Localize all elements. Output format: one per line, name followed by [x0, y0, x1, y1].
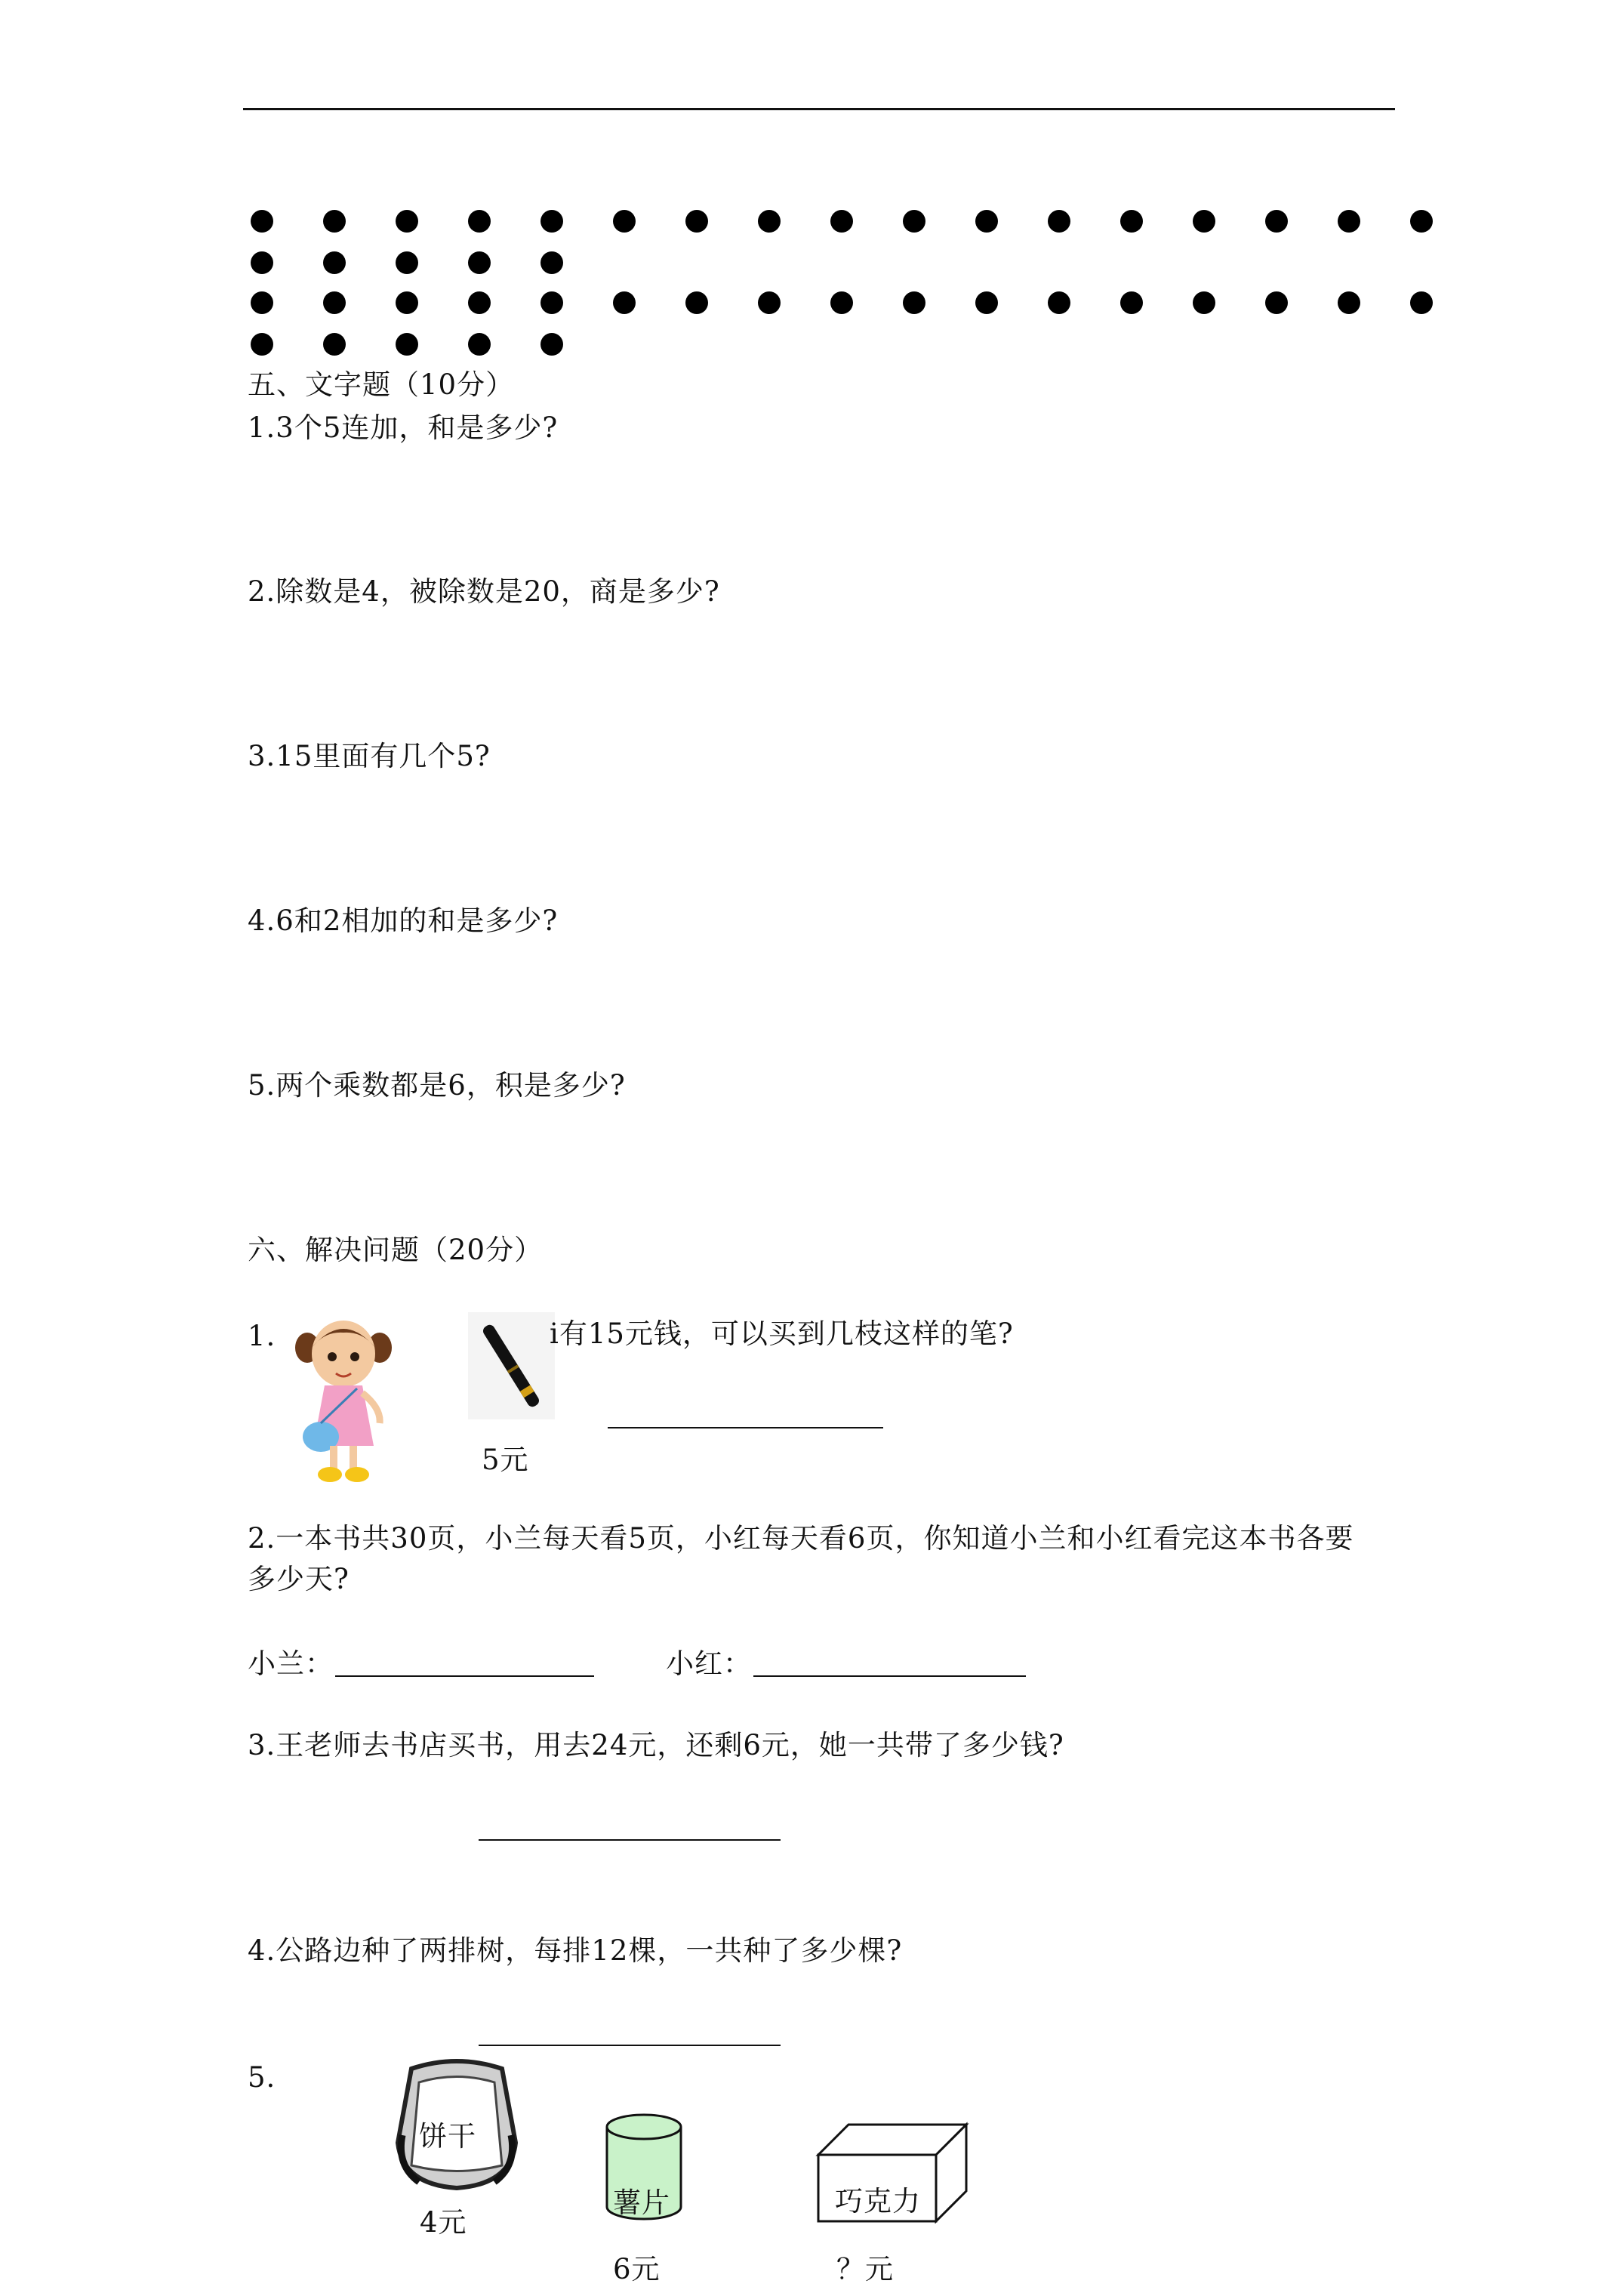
- q4-question: 4.公路边种了两排树，每排12棵，一共种了多少棵?: [248, 1934, 903, 1967]
- grid-dot: [975, 210, 998, 233]
- grid-dot: [540, 251, 563, 274]
- grid-dot: [323, 291, 346, 314]
- grid-dot: [1265, 291, 1288, 314]
- q5-item-chips-name: 薯片: [613, 2187, 670, 2219]
- grid-dot: [540, 333, 563, 356]
- grid-dot: [251, 251, 273, 274]
- girl-illustration: [291, 1310, 396, 1488]
- pen-image: [468, 1312, 555, 1419]
- grid-dot: [468, 210, 491, 233]
- grid-dot: [1338, 291, 1360, 314]
- grid-dot: [540, 291, 563, 314]
- grid-dot: [396, 333, 418, 356]
- grid-dot: [1048, 210, 1070, 233]
- q2-answer-line-xiaolan[interactable]: [335, 1675, 594, 1677]
- grid-dot: [830, 291, 853, 314]
- grid-dot: [685, 210, 708, 233]
- q2-answer-line-xiaohong[interactable]: [753, 1675, 1026, 1677]
- grid-dot: [323, 333, 346, 356]
- section6-heading: 六、解决问题（20分）: [248, 1234, 544, 1266]
- grid-dot: [396, 291, 418, 314]
- grid-dot: [613, 210, 636, 233]
- section5-question-5: 5.两个乘数都是6，积是多少?: [248, 1069, 626, 1102]
- grid-dot: [396, 210, 418, 233]
- grid-dot: [1193, 291, 1215, 314]
- q5-item-chips-price: 6元: [613, 2253, 661, 2285]
- q5-item-biscuit-name: 饼干: [419, 2120, 476, 2153]
- grid-dot: [903, 291, 925, 314]
- section5-question-4: 4.6和2相加的和是多少?: [248, 905, 559, 937]
- grid-dot: [1120, 291, 1143, 314]
- q1-question: i有15元钱，可以买到几枝这样的笔?: [550, 1318, 1014, 1350]
- grid-dot: [396, 251, 418, 274]
- grid-dot: [1265, 210, 1288, 233]
- grid-dot: [468, 291, 491, 314]
- grid-dot: [903, 210, 925, 233]
- section5-question-3: 3.15里面有几个5?: [248, 740, 491, 772]
- q4-answer-line[interactable]: [479, 2045, 781, 2046]
- grid-dot: [468, 251, 491, 274]
- grid-dot: [1410, 210, 1433, 233]
- grid-dot: [1048, 291, 1070, 314]
- q1-answer-line[interactable]: [608, 1427, 883, 1428]
- grid-dot: [251, 291, 273, 314]
- grid-dot: [251, 210, 273, 233]
- q2-label-xiaolan: 小兰：: [248, 1647, 334, 1680]
- header-rule: [243, 108, 1395, 110]
- grid-dot: [323, 210, 346, 233]
- grid-dot: [540, 210, 563, 233]
- grid-dot: [1120, 210, 1143, 233]
- q5-item-chocolate-price: ？元: [836, 2253, 894, 2285]
- section5-heading: 五、文字题（10分）: [248, 368, 515, 401]
- q1-pen-price: 5元: [482, 1444, 529, 1476]
- grid-dot: [468, 333, 491, 356]
- grid-dot: [613, 291, 636, 314]
- q1-number: 1.: [248, 1320, 276, 1352]
- q5-item-chocolate-name: 巧克力: [835, 2185, 921, 2217]
- q3-question: 3.王老师去书店买书，用去24元，还剩6元，她一共带了多少钱?: [248, 1729, 1064, 1761]
- grid-dot: [1193, 210, 1215, 233]
- q3-answer-line[interactable]: [479, 1839, 781, 1841]
- grid-dot: [323, 251, 346, 274]
- q2-line-2: 多少天?: [248, 1563, 350, 1595]
- q2-line-1: 2.一本书共30页，小兰每天看5页，小红每天看6页，你知道小兰和小红看完这本书各要: [248, 1522, 1354, 1555]
- grid-dot: [1338, 210, 1360, 233]
- grid-dot: [830, 210, 853, 233]
- grid-dot: [975, 291, 998, 314]
- section5-question-1: 1.3个5连加，和是多少?: [248, 411, 559, 444]
- q5-number: 5.: [248, 2061, 276, 2094]
- grid-dot: [758, 210, 781, 233]
- grid-dot: [685, 291, 708, 314]
- grid-dot: [1410, 291, 1433, 314]
- q2-label-xiaohong: 小红：: [666, 1647, 752, 1680]
- q5-item-biscuit-price: 4元: [420, 2206, 467, 2239]
- grid-dot: [251, 333, 273, 356]
- section5-question-2: 2.除数是4，被除数是20，商是多少?: [248, 575, 720, 608]
- grid-dot: [758, 291, 781, 314]
